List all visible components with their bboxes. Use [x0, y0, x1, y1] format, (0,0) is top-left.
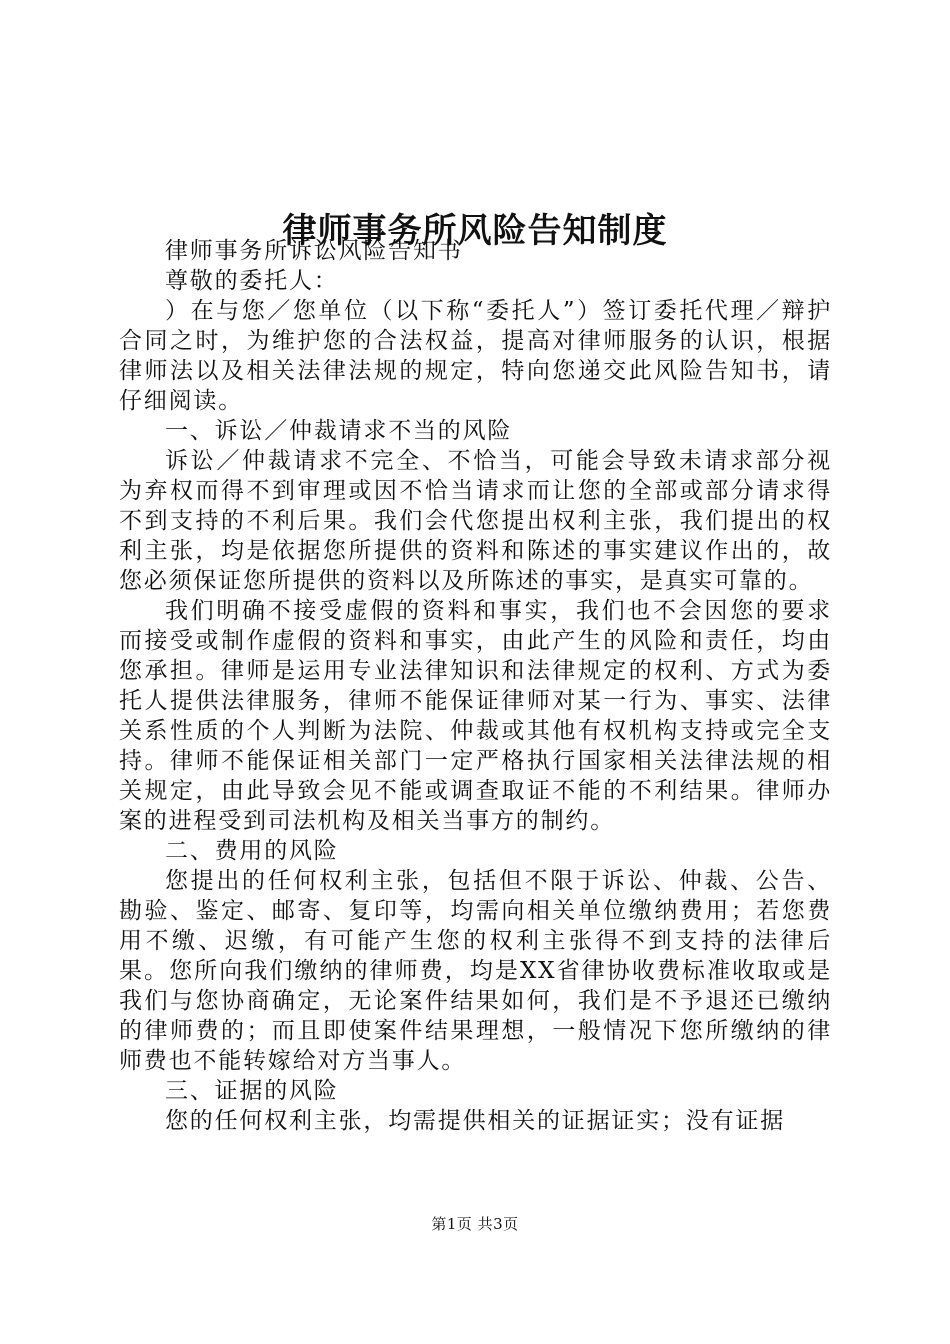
paragraph-salutation: 尊敬的委托人： — [165, 268, 339, 294]
page-number: 第1页 共3页 — [431, 1215, 519, 1233]
document-title: 律师事务所风险告知制度 — [282, 210, 668, 251]
section-heading-2: 二、费用的风险 — [165, 838, 339, 864]
section-heading-1: 一、诉讼／仲裁请求不当的风险 — [165, 418, 513, 444]
document-body — [119, 236, 832, 1136]
paragraph-section-1b: 我们明确不接受虚假的资料和事实，我们也不会因您的要求而接受或制作虚假的资料和事实，由此产生的风险和责任，均由您承担。律师是运用专业法律知识和法律规定的权利、方式为委托人提供法律服务，律师不能保证律师对某一行为、事实、法律关系性质的个人判断为法院、仲裁或其他有权机构支持或完全支持。律师不能保证相关部门一定严格执行国家相关法律法规的相关规定，由此导致会见不能或调查取证不能的不利结果。律师办案的进程受到司法机构及相关当事方的制约。 — [119, 598, 832, 834]
paragraph-section-2: 您提出的任何权利主张，包括但不限于诉讼、仲裁、公告、勘验、鉴定、邮寄、复印等，均需向相关单位缴纳费用；若您费用不缴、迟缴，有可能产生您的权利主张得不到支持的法律后果。您所向我们缴纳的律师费，均是XX省律协收费标准收取或是我们与您协商确定，无论案件结果如何，我们是不予退还已缴纳的律师费的；而且即使案件结果理想，一般情况下您所缴纳的律师费也不能转嫁给对方当事人。 — [119, 868, 832, 1074]
paragraph-subtitle: 律师事务所诉讼风险告知书 — [165, 238, 463, 264]
paragraph-section-3: 您的任何权利主张，均需提供相关的证据证实；没有证据 — [165, 1108, 785, 1134]
paragraph-intro: ）在与您／您单位（以下称“委托人”）签订委托代理／辩护合同之时，为维护您的合法权益，提高对律师服务的认识，根据律师法以及相关法律法规的规定，特向您递交此风险告知书，请仔细阅读。 — [119, 298, 832, 414]
paragraph-section-1a: 诉讼／仲裁请求不完全、不恰当，可能会导致未请求部分视为弃权而得不到审理或因不恰当请求而让您的全部或部分请求得不到支持的不利后果。我们会代您提出权利主张，我们提出的权利主张，均是依据您所提供的资料和陈述的事实建议作出的，故您必须保证您所提供的资料以及所陈述的事实，是真实可靠的。 — [119, 448, 832, 594]
section-heading-3: 三、证据的风险 — [165, 1078, 339, 1104]
